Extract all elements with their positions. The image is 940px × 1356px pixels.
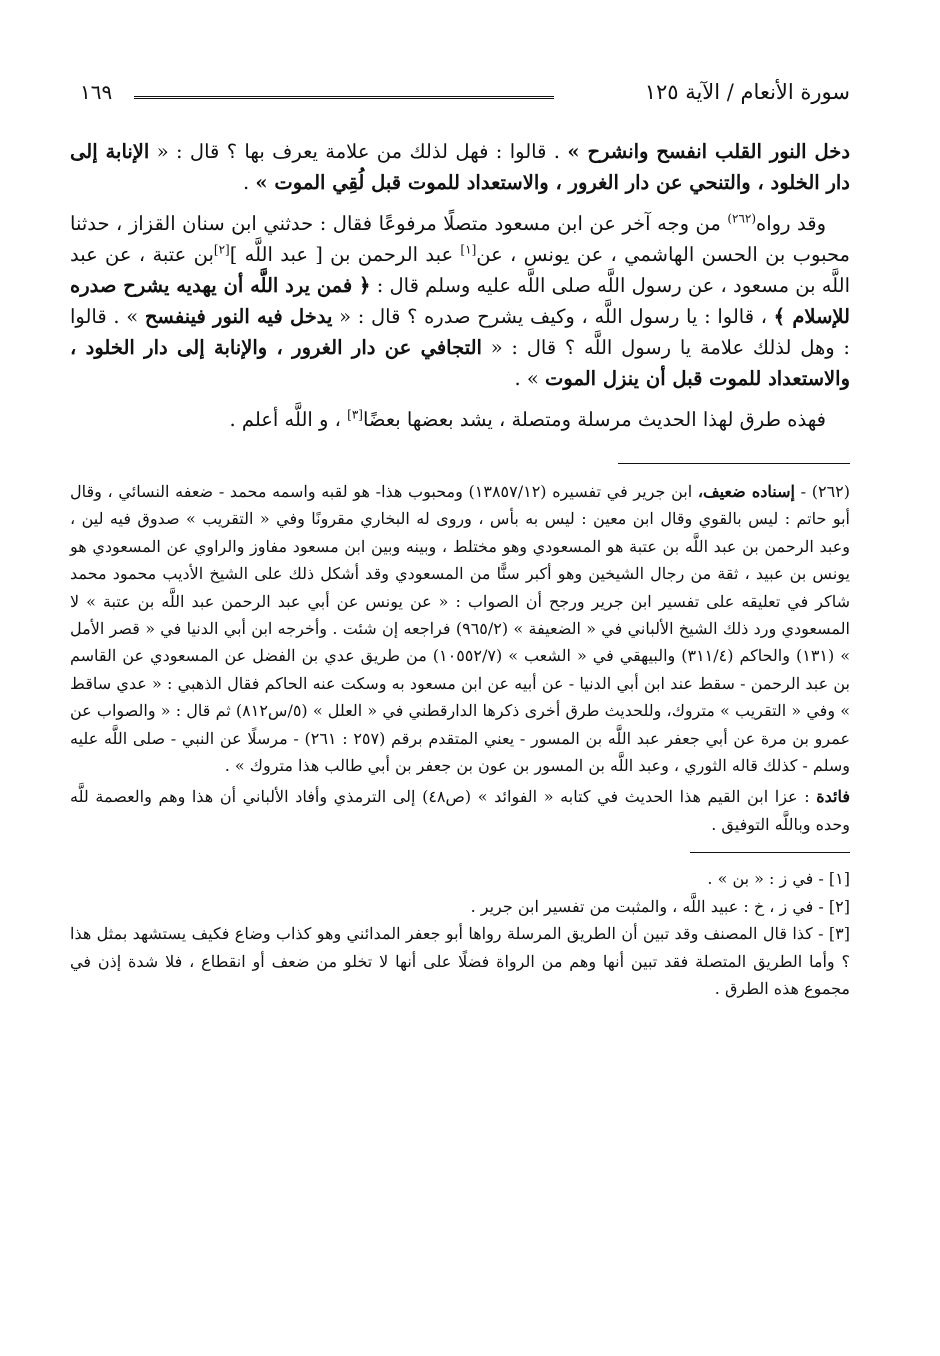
text-span: » . قالوا : وهل لذلك علامة يا رسول اللَّه ؟ قال : « [70, 305, 850, 359]
variant-note [70, 865, 850, 892]
text-span: بن عتبة ، عن عبد اللَّه بن مسعود ، عن رسول اللَّه صلى اللَّه عليه وسلم قال : [70, 243, 850, 297]
hadith-text: التجافي عن دار الغرور ، والإنابة إلى دار الخلود ، والاستعداد للموت قبل أن ينزل الموت [70, 336, 850, 390]
variant-note [70, 893, 850, 920]
variant-note [70, 920, 850, 1002]
footnote-benefit [70, 783, 850, 838]
variant-ref-3[interactable]: [٣] [347, 407, 363, 422]
grading-label: إسناده ضعيف، [697, 482, 795, 501]
paragraph-conclusion [70, 404, 850, 435]
variant-text: - في ز ، خ : عبيد اللَّه ، والمثبت من تفسير ابن جرير . [470, 896, 829, 916]
variant-ref-2[interactable]: [٢] [213, 242, 230, 257]
header-rule [134, 96, 554, 99]
text-span: وقد رواه [756, 212, 826, 235]
footnote-number: (٢٦٢) - [794, 482, 851, 501]
text-span: عبد الرحمن بن [ عبد اللَّه ] [229, 243, 461, 266]
text-span: ، قالوا : يا رسول اللَّه ، وكيف يشرح صدره ؟ قال : « [332, 305, 774, 328]
benefit-label: فائدة [816, 787, 851, 807]
benefit-text: : عزا ابن القيم هذا الحديث في كتابه « الفوائد » (ص٤٨) إلى الترمذي وأفاد الألباني أن هذا وهم والعصمة للَّه وحده وباللَّه التوفيق . [70, 787, 850, 834]
page-number: ١٦٩ [80, 80, 113, 104]
page [70, 62, 850, 1002]
paragraph-continuation [70, 136, 850, 198]
text-span: من وجه آخر عن ابن مسعود متصلًا مرفوعًا فقال : حدثني ابن سنان القزاز ، حدثنا محبوب بن الحسن الهاشمي ، عن يونس ، عن [70, 212, 850, 266]
page-header [70, 62, 850, 102]
text-span: ، و اللَّه أعلم . [229, 408, 348, 431]
text-span: . [243, 171, 256, 194]
hadith-text: الإنابة إلى دار الخلود ، والتنحي عن دار الغرور ، والاستعداد للموت قبل لُقِي الموت » [70, 140, 850, 194]
variant-number: [٢] [828, 896, 850, 916]
textual-variants [70, 865, 850, 1002]
hadith-text: يدخل فيه النور فينفسح [144, 305, 333, 328]
footnote-divider [618, 463, 850, 464]
main-text [70, 136, 850, 435]
footnote-262 [70, 478, 850, 779]
variant-number: [١] [828, 869, 850, 889]
hadith-text: دخل النور القلب انفسح وانشرح » [567, 140, 850, 163]
footnote-text: ابن جرير في تفسيره (١٣٨٥٧/١٢) ومحبوب هذا- هو لقبه واسمه محمد - ضعفه النسائي ، وقال أبو حاتم : ليس بالقوي وقال ابن معين : ليس به بأس ، وروى له البخاري مقرونًا وفي « التقريب » صدوق فيه لين ، وعبد الرحمن بن عبد اللَّه بن عتبة هو المسعودي وهو مختلط ، وبينه وبين ابن مسعود مفاوز والراوي عن المسعودي هو يونس بن عبيد ، ثقة من رجال الشيخين وهو أكبر سنًّا من المسعودي وقد أشكل ذلك على الشيخ الأديب محمود محمد شاكر في تعليقه على تفسير ابن جرير ورجح أن الصواب : « عن يونس عن أبي عبد الرحمن عبد اللَّه بن عتبة » لا المسعودي ورد ذلك الشيخ الألباني في « الضعيفة » (٩٦٥/٢) فراجعه إن شئت . وأخرجه ابن أبي الدنيا في « قصر الأمل » (١٣١) والحاكم (٣١١/٤) والبيهقي في « الشعب » (١٠٥٥٢/٧) من طريق عدي بن الفضل عن المسعودي عن القاسم بن عبد الرحمن - سقط عند ابن أبي الدنيا - عن أبيه عن ابن مسعود به وسكت عنه الحاكم فقال الذهبي : « عدي ساقط » وفي « التقريب » متروك، وللحديث طرق أخرى ذكرها الدارقطني في « العلل » (٥/س٨١٢) ثم قال : « والصواب عن عمرو بن مرة عن أبي جعفر عبد اللَّه بن المسور - يعني المتقدم برقم (٢٥٧ : ٢٦١) - مرسلًا عن النبي - صلى اللَّه عليه وسلم - كذلك قاله الثوري ، وعبد اللَّه بن المسور بن عون بن جعفر بن أبي طالب هذا متروك » . [70, 482, 851, 776]
variant-text: - كذا قال المصنف وقد تبين أن الطريق المرسلة رواها أبو جعفر المدائني وهو كذاب وضاع فكيف يستشهد بمثل هذا ؟ وأما الطريق المتصلة فقد تبين أنها وهم من الرواة فضلًا على أنها لا تخلو من ضعف أو انقطاع ، فلا شدة إذن في مجموع هذه الطرق . [70, 924, 850, 998]
variant-text: - في ز : « بن » . [707, 869, 829, 889]
surah-title: سورة الأنعام / الآية ١٢٥ [644, 80, 850, 104]
variant-number: [٣] [828, 924, 850, 944]
footnote-section [70, 478, 850, 838]
variant-ref-1[interactable]: [١] [460, 242, 477, 257]
text-span: فهذه طرق لهذا الحديث مرسلة ومتصلة ، يشد بعضها بعضًا [362, 408, 826, 431]
footnote-ref-262[interactable]: (٢٦٢) [727, 211, 757, 226]
text-span: . قالوا : فهل لذلك من علامة يعرف بها ؟ قال : « [149, 140, 568, 163]
text-span: » . [514, 367, 546, 390]
variants-divider [690, 852, 850, 853]
paragraph-isnad [70, 208, 850, 394]
quran-verse: ﴿ فمن يرد اللَّه أن يهديه يشرح صدره للإسلام ﴾ [70, 274, 850, 328]
